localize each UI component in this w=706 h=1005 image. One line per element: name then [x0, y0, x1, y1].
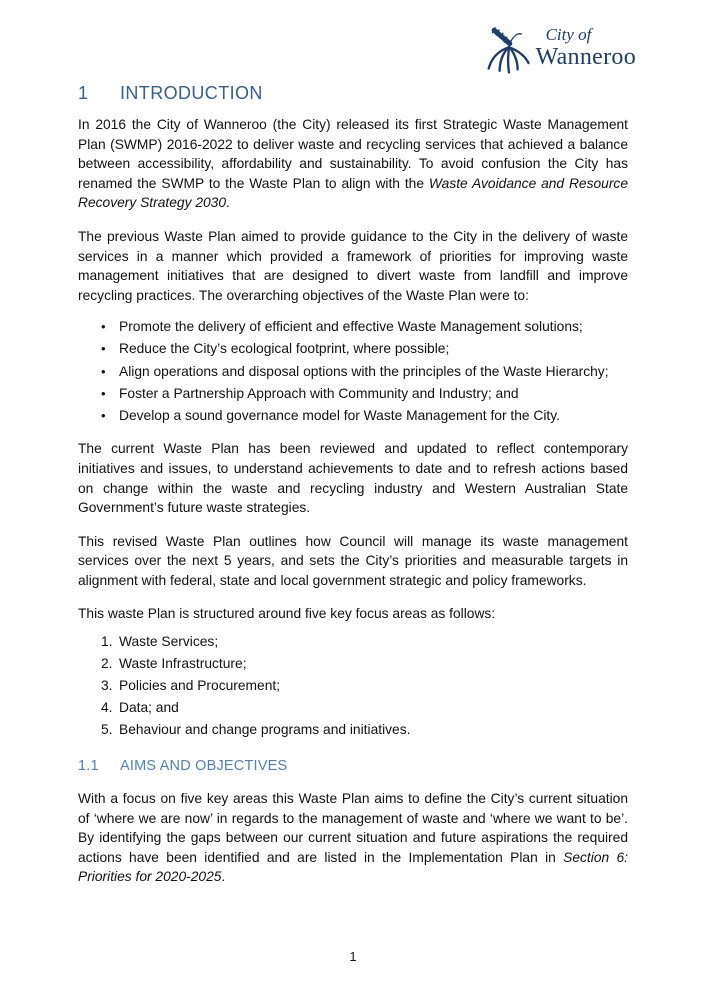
strategy-title-italic: Waste Avoidance and Resource Recovery Strategy 2030 [78, 175, 628, 211]
subheading-number: 1.1 [78, 758, 99, 775]
intro-paragraph-1 [78, 115, 628, 213]
numbered-marker: 4. [101, 700, 113, 716]
numbered-marker: 1. [101, 634, 113, 650]
city-of-wanneroo-logo [484, 22, 636, 74]
paragraph-period: . [221, 869, 226, 885]
section-heading-introduction [78, 82, 628, 104]
bullet-text: Foster a Partnership Approach with Community and Industry; and [119, 385, 519, 401]
bullet-item [78, 317, 628, 337]
bullet-item [78, 406, 628, 426]
numbered-text: Data; and [119, 700, 179, 716]
bullet-item [78, 384, 628, 404]
logo-text [536, 22, 636, 69]
bullet-marker: • [101, 407, 106, 423]
bullet-text: Align operations and disposal options with the principles of the Waste Hierarchy; [119, 363, 609, 379]
objectives-bullet-list [78, 317, 628, 425]
numbered-item [78, 676, 628, 696]
bullet-text: Promote the delivery of efficient and effective Waste Management solutions; [119, 319, 583, 335]
numbered-text: Waste Infrastructure; [119, 656, 247, 672]
page-number: 1 [349, 950, 357, 964]
bullet-item [78, 339, 628, 359]
intro-paragraph-4: This revised Waste Plan outlines how Council will manage its waste management services over the next 5 years, and sets the City’s priorities and measurable targets in alignment with federal, state and local government strategic and policy frameworks. [78, 533, 628, 588]
intro-paragraph-3: The current Waste Plan has been reviewed and updated to reflect contemporary initiatives and issues, to understand achievements to date and to refresh actions based on change within the waste and recycling industry and Western Australian State Government’s future waste strategies. [78, 441, 628, 516]
intro-paragraph-5: This waste Plan is structured around five key focus areas as follows: [78, 606, 496, 622]
subheading-title: AIMS AND OBJECTIVES [120, 758, 288, 775]
heading-number: 1 [78, 83, 89, 103]
logo-wanneroo: Wanneroo [535, 44, 636, 70]
aims-paragraph [78, 789, 628, 887]
intro-paragraph-2: The previous Waste Plan aimed to provide guidance to the City in the delivery of waste services in a manner which provided a framework of priorities for improving waste management initiatives that are designed to divert waste from landfill and improve recycling practices. The overarching objectives of the Waste Plan were to: [78, 228, 628, 303]
numbered-item [78, 632, 628, 652]
numbered-text: Behaviour and change programs and initiatives. [119, 722, 411, 738]
numbered-marker: 5. [101, 722, 113, 738]
focus-areas-numbered-list [78, 632, 628, 740]
numbered-text: Waste Services; [119, 634, 219, 650]
grass-tree-icon [484, 24, 534, 74]
subsection-heading-aims [78, 757, 628, 775]
logo-city-of: City of [545, 25, 592, 44]
numbered-marker: 2. [101, 656, 113, 672]
numbered-item [78, 654, 628, 674]
bullet-marker: • [101, 319, 106, 335]
numbered-text: Policies and Procurement; [119, 678, 281, 694]
section-ref-italic: Section 6: Priorities for 2020-2025 [78, 849, 628, 885]
bullet-marker: • [101, 341, 106, 357]
bullet-text: Develop a sound governance model for Waste Management for the City. [119, 407, 560, 423]
numbered-item [78, 698, 628, 718]
bullet-marker: • [101, 363, 106, 379]
numbered-marker: 3. [101, 678, 113, 694]
paragraph-text: In 2016 the City of Wanneroo (the City) released its first Strategic Waste Management Plan (SWMP) 2016-2022 to deliver waste and recycling services that achieved a balance between accessibility, affordability and sustainability. To avoid confusion the City has renamed the SWMP to the Waste Plan to align with the [78, 117, 628, 191]
paragraph-period: . [226, 195, 230, 211]
numbered-item [78, 720, 628, 740]
paragraph-text: With a focus on five key areas this Waste Plan aims to define the City’s current situation of ‘where we are now’ in regards to the management of waste and ‘where we want to be’. By identifying the gaps between our current situation and future aspirations the required actions have been identified and are listed in the Implementation Plan in [78, 791, 628, 865]
heading-title: INTRODUCTION [120, 83, 263, 103]
bullet-text: Reduce the City’s ecological footprint, where possible; [119, 341, 450, 357]
bullet-marker: • [101, 385, 106, 401]
bullet-item [78, 362, 628, 382]
